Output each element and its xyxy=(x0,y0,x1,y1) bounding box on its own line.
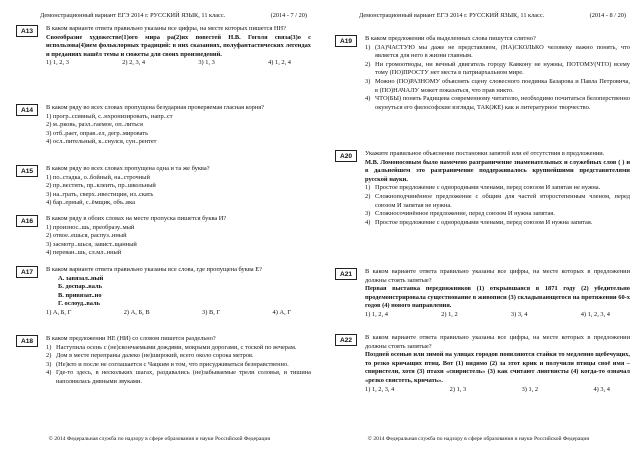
answer-option[interactable]: 3) 3, 4 xyxy=(510,310,528,318)
header-title: Демонстрационный вариант ЕГЭ 2014 г. РУССКИЙ ЯЗЫК, 11 класс. xyxy=(359,12,545,19)
answer-option[interactable]: 1) 1, 2, 4 xyxy=(365,310,388,318)
answer-option[interactable]: 1) прогр..сcивный, с..нхронизировать, напр..ст xyxy=(46,112,173,120)
answer-options xyxy=(46,59,311,68)
answer-option[interactable]: 2) 1, 3 xyxy=(449,385,467,393)
right-page-header xyxy=(359,12,626,19)
word-item: А. завязал..ный xyxy=(58,274,104,282)
answer-option[interactable]: 3) В, Г xyxy=(202,308,221,316)
question-number: A19 xyxy=(335,35,357,47)
question-a17 xyxy=(16,266,311,318)
question-number: A21 xyxy=(335,268,357,280)
question-a19 xyxy=(335,35,630,112)
answer-option[interactable]: 4) бар..ерный, с..ёмщик, объ..вка xyxy=(46,199,135,207)
answer-option[interactable]: 2) 1, 2 xyxy=(441,310,458,318)
word-item: Г. ослоуд..валь xyxy=(58,300,100,308)
question-text: В каком ряду во всех словах пропущена безударная проверяемая гласная корня? xyxy=(46,104,265,111)
left-page-footer: © 2014 Федеральная служба по надзору в сфере образования и науки Российской Федерации xyxy=(48,436,271,442)
answer-option[interactable]: 1) (ЗА)ЧАСТУЮ мы даже не представляем, (НА)СКОЛЬКО человеку важно понять, что является для него в жизни главным. xyxy=(365,43,630,60)
answer-option[interactable]: 2) А, Б, В xyxy=(123,308,150,316)
question-number: A15 xyxy=(16,165,38,177)
answer-option[interactable]: 2) Дом в месте перепраны далеко (не)широкий, всего около сорока метров. xyxy=(46,352,254,360)
answer-option[interactable]: 3) 1, 2 xyxy=(521,385,539,393)
answer-option[interactable]: 1) Наступила осень с (не)скончаемыми дождями, мокрыми дорогами, с тоской по вечерам. xyxy=(46,343,297,351)
question-a18 xyxy=(16,335,311,387)
question-text: В каком варианте ответа правильно указаны все слова, где пропущена буква Е? xyxy=(46,266,262,273)
word-item: В. привязат..но xyxy=(58,291,102,299)
question-number: A16 xyxy=(16,215,38,227)
header-title: Демонстрационный вариант ЕГЭ 2014 г. РУССКИЙ ЯЗЫК, 11 класс. xyxy=(40,12,226,19)
question-number: A14 xyxy=(16,104,38,116)
answer-option[interactable]: 4) А, Г xyxy=(272,308,291,316)
answer-options xyxy=(365,386,630,395)
answer-option[interactable]: 3) (Не)кто и после не соглашается с Чацким и том, что присудживаться безнравственно. xyxy=(46,360,289,368)
question-text: В каком предложении оба выделенных слова пишутся слитно? xyxy=(365,35,536,42)
answer-option[interactable]: 3) Можно (ПО)РАЗНОМУ объяснять сцену словесного поединка Базарова и Павла Петровича, в (ПО)НАЧАЛУ может показаться, что прав никто. xyxy=(365,77,630,94)
question-text: В каком предложении НЕ (НИ) со словом пишется раздельно? xyxy=(46,335,216,342)
answer-option[interactable]: 2) Сложноподчинённое предложение с общим для частей второстепенным членом, перед союзом И запятая не нужна. xyxy=(365,192,630,209)
answer-option[interactable]: 1) по..стадка, о..бойный, на..строчный xyxy=(46,173,150,181)
word-item: Б. доспар..валь xyxy=(58,283,102,291)
answer-option[interactable]: 1) 1, 2, 3 xyxy=(46,59,69,67)
question-a16 xyxy=(16,215,311,258)
answer-option[interactable]: 2) отвое..ешься, распуз..нный xyxy=(46,232,127,240)
question-text: В каком ряду в обоих словах на месте пропуска пишется буква И? xyxy=(46,215,227,222)
answer-option[interactable]: 1) произнос..шь, преобразу..мый xyxy=(46,223,135,231)
answer-option[interactable]: 4) осл..пительный, к..снулся, сун..рентет xyxy=(46,138,157,146)
question-sentence: Первая выставка передвижников (1) открывшаяся в 1871 году (2) убедительно продемонстрировала существование в живописи (3) складывающегося на протяжении 60-х годов (4) нового направления. xyxy=(365,285,630,310)
question-sentence: Поздней осенью или зимой на улицах городов появляются стайки то медленно щебечущих, то резко кричащих птиц. Вот (1) видимо (2) за этот крик и получили птицы своё имя – свиристели, хотя (3) птахи «свиристель» (3) как считают лингвисты (4) когда-то означал «резко свистеть, кричать». xyxy=(365,351,630,384)
answer-option[interactable]: 3) на..грать, сверх..нвестиции, из..скать xyxy=(46,190,154,198)
question-number: A18 xyxy=(16,335,38,347)
question-text: Укажите правильное объяснение постановки запятой или её отсутствия в предложении. xyxy=(365,150,605,157)
question-a14 xyxy=(16,104,311,147)
header-page-number: (2014 - 8 / 20) xyxy=(589,12,626,19)
question-a13 xyxy=(16,25,311,68)
answer-option[interactable]: 3) 1, 3 xyxy=(198,59,215,67)
question-number: A13 xyxy=(16,25,38,37)
answer-option[interactable]: 2) 2, 3, 4 xyxy=(122,59,146,67)
answer-option[interactable]: 2) Ни громоотводы, ни вечный двигатель городу Кавкону не нужны, ПОТОМУ(ЧТО) всему тому (ПО)ПРОСТУ нет места в патриархальном мире. xyxy=(365,60,630,77)
answer-option[interactable]: 4) 1, 2, 3, 4 xyxy=(580,310,610,318)
answer-option[interactable]: 3) засмотр..шься, завист..щанный xyxy=(46,240,137,248)
answer-option[interactable]: 4) переван..шь, сл.мл..нный xyxy=(46,249,122,257)
answer-option[interactable]: 1) 1, 2, 3, 4 xyxy=(365,385,395,393)
question-a22 xyxy=(335,334,630,394)
answer-option[interactable]: 4) Простое предложение с однородными членами, перед союзом И нужна запятая. xyxy=(365,218,593,226)
answer-option[interactable]: 2) пр..вестить, пр..клеить, пр..школьный xyxy=(46,182,156,190)
question-sentence: Своеобразие художестве(1)ого мира ра(2)их повестей Н.В. Гоголя связа(3)о с использова(4)ием фольклорных традиций: в них сказаниях, полуфантастических легендах и преданиях нашёл темы и сюжеты для своих произведений. xyxy=(46,33,311,58)
answer-option[interactable]: 4) 3, 4 xyxy=(593,385,610,393)
question-a15 xyxy=(16,165,311,208)
question-a21 xyxy=(335,268,630,320)
answer-option[interactable]: 2) м..рковь, разл..гаемое, оп..литься xyxy=(46,121,143,129)
answer-option[interactable]: 3) Сложносочинённое предложение, перед союзом И нужна запятая. xyxy=(365,210,555,218)
question-a20 xyxy=(335,150,630,227)
answer-options xyxy=(46,309,311,318)
question-text: В каком варианте ответа правильно указаны все цифры, на месте которых в предложении должны стоять запятые? xyxy=(365,334,630,350)
question-text: В каком варианте ответа правильно указаны все цифры, на месте которых пишется НН? xyxy=(46,25,286,32)
answer-option[interactable]: 4) Где-то здесь, в нескольких шагах, раздавались (не)забываемые трели соловья, и тишина наполнилась дивными звуками. xyxy=(46,369,311,385)
answer-option[interactable]: 1) А, Б, Г xyxy=(46,308,72,316)
right-page-footer: © 2014 Федеральная служба по надзору в сфере образования и науки Российской Федерации xyxy=(367,436,590,442)
question-number: A22 xyxy=(335,334,357,346)
answer-options xyxy=(365,311,630,320)
answer-option[interactable]: 4) ЧТО(БЫ) понять Радищева современному читателю, необходимо почитаться белоперственно окунуться его философские взгляды, ТАК(ЖЕ) как и литературное творчество. xyxy=(365,95,630,111)
answer-option[interactable]: 1) Простое предложение с однородными членами, перед союзом И запятая не нужна. xyxy=(365,184,601,192)
answer-option[interactable]: 3) отб..рает, оправ..ел, дегр..мировать xyxy=(46,129,148,137)
question-number: A17 xyxy=(16,266,38,278)
question-text: В каком ряду во всех словах пропущена одна и та же буква? xyxy=(46,165,210,172)
right-page xyxy=(319,0,638,452)
question-text: В каком варианте ответа правильно указаны все цифры, на месте которых в предложении должны стоять запятые? xyxy=(365,268,630,284)
answer-option[interactable]: 4) 1, 2, 4 xyxy=(268,59,291,67)
question-sentence: М.В. Ломоносовым было намечено разграничение знаменательных и служебных слов ( ) и в дальнейшем это разграничение поддерживалось крупнейшими представителями русской науки. xyxy=(365,158,630,183)
question-number: A20 xyxy=(335,150,357,162)
left-page-header xyxy=(40,12,307,19)
header-page-number: (2014 - 7 / 20) xyxy=(270,12,307,19)
